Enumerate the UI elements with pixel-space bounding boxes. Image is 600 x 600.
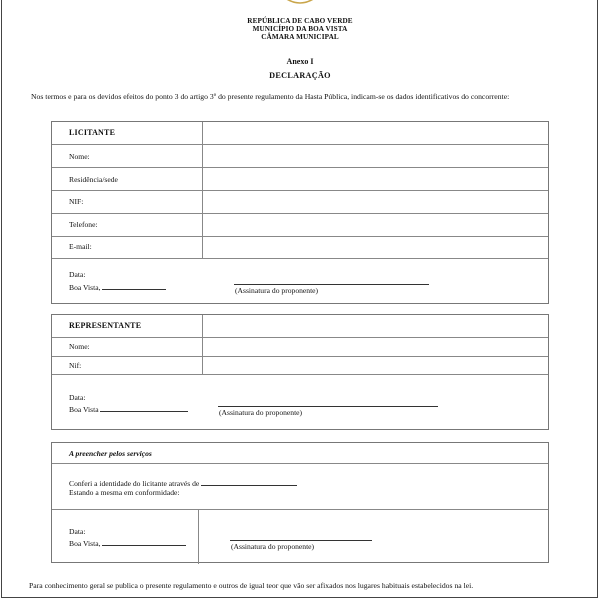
- licitante-nif-label: NIF:: [69, 197, 84, 206]
- intro-paragraph: Nos termos e para os devidos efeitos do ponto 3 do artigo 3º do presente regulamento da Hasta Pública, indicam-se os dados identificativos do concorrente:: [31, 92, 510, 101]
- representante-table: [51, 314, 549, 430]
- licitante-email-label: E-mail:: [69, 242, 92, 251]
- licitante-nome-label: Nome:: [69, 152, 90, 161]
- representante-nome-label: Nome:: [69, 342, 90, 351]
- representante-heading: REPRESENTANTE: [69, 321, 142, 330]
- servicos-table: [51, 442, 549, 563]
- annex-label: Anexo I: [286, 57, 314, 66]
- document-title: DECLARAÇÃO: [269, 71, 331, 80]
- licitante-date-blank[interactable]: [102, 282, 166, 290]
- representante-signature-line[interactable]: [218, 406, 438, 407]
- licitante-data-label: Data:: [69, 270, 86, 279]
- header-chamber: CÂMARA MUNICIPAL: [261, 33, 339, 41]
- licitante-table: [51, 121, 549, 304]
- footer-note: Para conhecimento geral se publica o presente regulamento e outros de igual teor que vão ser afixados nos lugares habituais estabelecidos na lei.: [29, 581, 474, 590]
- representante-nif-label: Nif:: [69, 361, 82, 370]
- licitante-signature-label: (Assinatura do proponente): [235, 286, 319, 295]
- licitante-telefone-label: Telefone:: [69, 220, 98, 229]
- licitante-heading: LICITANTE: [69, 128, 116, 137]
- servicos-date-blank[interactable]: [102, 538, 186, 546]
- servicos-line1: Conferi a identidade do licitante através de: [69, 478, 297, 488]
- servicos-signature-label: (Assinatura do proponente): [231, 542, 315, 551]
- representante-signature-label: (Assinatura do proponente): [219, 408, 303, 417]
- servicos-local-line: Boa Vista,: [69, 538, 186, 548]
- coat-of-arms-emblem: [272, 0, 328, 8]
- licitante-residencia-label: Residência/sede: [69, 175, 118, 184]
- licitante-local-line: Boa Vista,: [69, 282, 166, 292]
- servicos-line2: Estando a mesma em conformidade:: [69, 488, 180, 497]
- servicos-data-label: Data:: [69, 527, 86, 536]
- servicos-heading: A preencher pelos serviços: [69, 449, 152, 458]
- representante-local-line: Boa Vista: [69, 404, 188, 414]
- representante-date-blank[interactable]: [100, 404, 188, 412]
- servicos-signature-line[interactable]: [230, 540, 372, 541]
- representante-data-label: Data:: [69, 393, 86, 402]
- servicos-identity-blank[interactable]: [201, 478, 297, 486]
- header-municipality: MUNICÍPIO DA BOA VISTA: [252, 25, 348, 33]
- licitante-signature-line[interactable]: [234, 284, 429, 285]
- header-country: REPÚBLICA DE CABO VERDE: [247, 17, 353, 25]
